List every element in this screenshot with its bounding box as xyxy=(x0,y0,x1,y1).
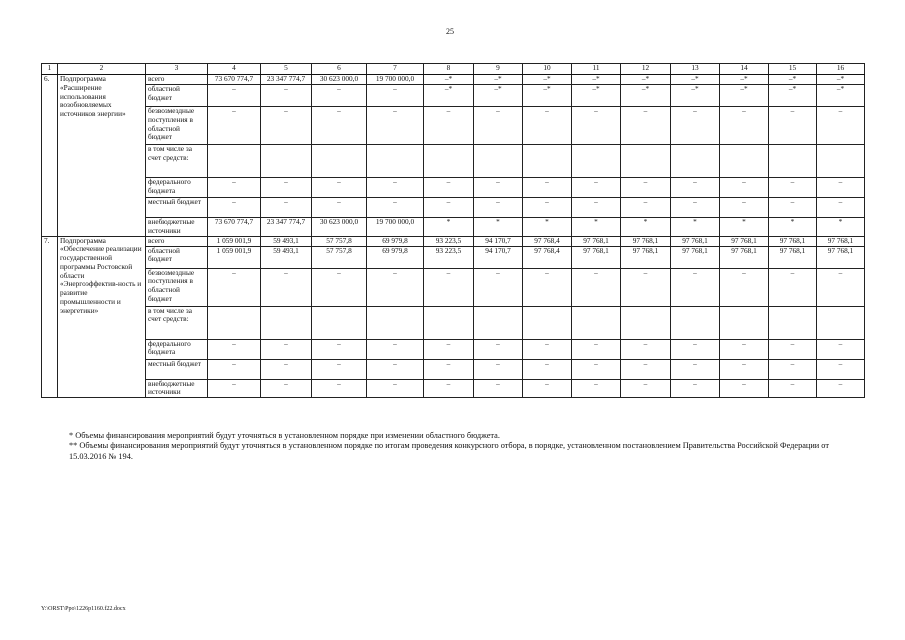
column-number-cell: 16 xyxy=(817,64,865,75)
amount-cell: 30 623 000,0 xyxy=(312,75,367,85)
amount-cell xyxy=(367,306,424,339)
amount-cell: – xyxy=(621,379,671,398)
funding-source-label: внебюджетные источники xyxy=(146,218,208,237)
amount-cell xyxy=(671,145,720,178)
table-row xyxy=(42,339,865,359)
amount-cell: – xyxy=(424,359,474,379)
amount-cell: – xyxy=(572,107,621,145)
amount-cell: – xyxy=(769,359,817,379)
amount-cell: – xyxy=(424,107,474,145)
amount-cell: * xyxy=(523,218,572,237)
amount-cell: –* xyxy=(474,75,523,85)
amount-cell: – xyxy=(261,107,312,145)
amount-cell: 1 059 001,9 xyxy=(208,236,261,246)
amount-cell: – xyxy=(424,379,474,398)
page-number: 25 xyxy=(446,27,454,36)
column-number-cell: 1 xyxy=(42,64,58,75)
column-number-cell: 2 xyxy=(58,64,146,75)
amount-cell: – xyxy=(572,178,621,198)
amount-cell: 57 757,8 xyxy=(312,246,367,268)
amount-cell: 57 757,8 xyxy=(312,236,367,246)
amount-cell xyxy=(523,306,572,339)
table-row xyxy=(42,268,865,306)
table-row xyxy=(42,359,865,379)
funding-source-label: местный бюджет xyxy=(146,359,208,379)
amount-cell: – xyxy=(621,107,671,145)
amount-cell: – xyxy=(312,379,367,398)
section-index: 6. xyxy=(42,75,58,237)
amount-cell: – xyxy=(261,359,312,379)
amount-cell: 97 768,1 xyxy=(621,236,671,246)
amount-cell: – xyxy=(671,339,720,359)
table-row xyxy=(42,306,865,339)
amount-cell xyxy=(572,306,621,339)
amount-cell: 94 170,7 xyxy=(474,236,523,246)
column-number-cell: 3 xyxy=(146,64,208,75)
amount-cell: 23 347 774,7 xyxy=(261,218,312,237)
amount-cell: – xyxy=(720,198,769,218)
amount-cell: –* xyxy=(720,85,769,107)
column-number-cell: 8 xyxy=(424,64,474,75)
amount-cell xyxy=(474,145,523,178)
amount-cell xyxy=(671,306,720,339)
table-row xyxy=(42,107,865,145)
amount-cell: * xyxy=(621,218,671,237)
amount-cell: – xyxy=(572,198,621,218)
amount-cell: – xyxy=(523,339,572,359)
amount-cell: – xyxy=(208,107,261,145)
amount-cell: – xyxy=(572,268,621,306)
amount-cell: – xyxy=(261,85,312,107)
amount-cell: – xyxy=(261,379,312,398)
amount-cell: – xyxy=(621,268,671,306)
amount-cell: – xyxy=(474,178,523,198)
amount-cell: –* xyxy=(572,85,621,107)
amount-cell: – xyxy=(424,198,474,218)
amount-cell: – xyxy=(312,359,367,379)
column-number-cell: 7 xyxy=(367,64,424,75)
column-number-cell: 9 xyxy=(474,64,523,75)
amount-cell: – xyxy=(208,198,261,218)
amount-cell: – xyxy=(208,379,261,398)
table-row xyxy=(42,218,865,237)
amount-cell: –* xyxy=(817,75,865,85)
table-row xyxy=(42,379,865,398)
amount-cell: – xyxy=(769,379,817,398)
amount-cell: – xyxy=(474,107,523,145)
column-number-row xyxy=(42,64,865,75)
amount-cell: – xyxy=(367,339,424,359)
table-row xyxy=(42,178,865,198)
amount-cell: – xyxy=(523,178,572,198)
document-file-path: Y:\ORST\Ppo\1226p1160.f22.docx xyxy=(41,606,126,612)
amount-cell: – xyxy=(817,178,865,198)
amount-cell: – xyxy=(523,198,572,218)
column-number-cell: 14 xyxy=(720,64,769,75)
funding-source-label: в том числе за счет средств: xyxy=(146,145,208,178)
amount-cell: – xyxy=(769,107,817,145)
column-number-cell: 5 xyxy=(261,64,312,75)
amount-cell: 1 059 001,9 xyxy=(208,246,261,268)
amount-cell: – xyxy=(523,107,572,145)
amount-cell: 94 170,7 xyxy=(474,246,523,268)
amount-cell: – xyxy=(312,178,367,198)
amount-cell: – xyxy=(720,339,769,359)
amount-cell: 97 768,1 xyxy=(720,246,769,268)
amount-cell: – xyxy=(671,178,720,198)
column-number-cell: 6 xyxy=(312,64,367,75)
amount-cell: – xyxy=(208,85,261,107)
amount-cell: – xyxy=(312,85,367,107)
amount-cell: – xyxy=(720,107,769,145)
funding-source-label: безвозмездные поступления в областной бюджет xyxy=(146,107,208,145)
amount-cell: – xyxy=(621,359,671,379)
amount-cell xyxy=(621,306,671,339)
amount-cell: – xyxy=(261,198,312,218)
amount-cell: 93 223,5 xyxy=(424,236,474,246)
table-row xyxy=(42,236,865,246)
amount-cell: –* xyxy=(769,85,817,107)
amount-cell: 97 768,1 xyxy=(572,246,621,268)
amount-cell: –* xyxy=(523,75,572,85)
amount-cell: – xyxy=(424,268,474,306)
amount-cell: – xyxy=(720,268,769,306)
amount-cell: – xyxy=(720,379,769,398)
amount-cell: 97 768,1 xyxy=(769,236,817,246)
amount-cell: – xyxy=(367,198,424,218)
amount-cell: 97 768,4 xyxy=(523,236,572,246)
amount-cell xyxy=(424,306,474,339)
amount-cell xyxy=(474,306,523,339)
amount-cell: – xyxy=(208,178,261,198)
amount-cell: – xyxy=(671,359,720,379)
amount-cell: 59 493,1 xyxy=(261,236,312,246)
amount-cell xyxy=(621,145,671,178)
column-number-cell: 13 xyxy=(671,64,720,75)
amount-cell xyxy=(769,306,817,339)
amount-cell: – xyxy=(367,178,424,198)
amount-cell: – xyxy=(367,107,424,145)
amount-cell: – xyxy=(817,107,865,145)
amount-cell: – xyxy=(474,198,523,218)
funding-source-label: внебюджетные источники xyxy=(146,379,208,398)
amount-cell: – xyxy=(769,198,817,218)
amount-cell: – xyxy=(474,359,523,379)
amount-cell xyxy=(817,306,865,339)
amount-cell: –* xyxy=(621,85,671,107)
amount-cell: 73 670 774,7 xyxy=(208,75,261,85)
amount-cell xyxy=(367,145,424,178)
amount-cell: –* xyxy=(424,75,474,85)
amount-cell xyxy=(720,145,769,178)
amount-cell: – xyxy=(572,379,621,398)
table-row xyxy=(42,75,865,85)
amount-cell: – xyxy=(208,339,261,359)
amount-cell: 97 768,1 xyxy=(671,236,720,246)
amount-cell xyxy=(424,145,474,178)
amount-cell: 93 223,5 xyxy=(424,246,474,268)
amount-cell: –* xyxy=(769,75,817,85)
funding-source-label: федерального бюджета xyxy=(146,339,208,359)
amount-cell: 19 700 000,0 xyxy=(367,75,424,85)
amount-cell: * xyxy=(720,218,769,237)
funding-source-label: областной бюджет xyxy=(146,246,208,268)
amount-cell: – xyxy=(312,107,367,145)
subprogram-name: Подпрограмма «Обеспечение реализации государственной программы Ростовской области «Энергоэффектив-ность и развитие промышленности и энергетики» xyxy=(58,236,146,398)
footnotes xyxy=(41,431,864,462)
amount-cell: – xyxy=(817,339,865,359)
amount-cell: – xyxy=(671,379,720,398)
amount-cell: – xyxy=(208,268,261,306)
amount-cell: – xyxy=(424,178,474,198)
amount-cell: – xyxy=(474,379,523,398)
amount-cell: – xyxy=(671,198,720,218)
amount-cell xyxy=(312,145,367,178)
amount-cell xyxy=(769,145,817,178)
amount-cell xyxy=(720,306,769,339)
amount-cell: – xyxy=(523,359,572,379)
amount-cell: * xyxy=(817,218,865,237)
amount-cell: – xyxy=(208,359,261,379)
table-row xyxy=(42,85,865,107)
amount-cell: –* xyxy=(621,75,671,85)
amount-cell: 97 768,1 xyxy=(720,236,769,246)
amount-cell: – xyxy=(474,268,523,306)
funding-source-label: федерального бюджета xyxy=(146,178,208,198)
column-number-cell: 4 xyxy=(208,64,261,75)
amount-cell: 69 979,8 xyxy=(367,246,424,268)
amount-cell: – xyxy=(769,268,817,306)
amount-cell: * xyxy=(671,218,720,237)
amount-cell: – xyxy=(720,359,769,379)
amount-cell: – xyxy=(572,339,621,359)
amount-cell: – xyxy=(621,178,671,198)
amount-cell: –* xyxy=(424,85,474,107)
amount-cell: 97 768,1 xyxy=(769,246,817,268)
amount-cell: – xyxy=(817,359,865,379)
amount-cell: – xyxy=(523,379,572,398)
amount-cell: – xyxy=(367,359,424,379)
amount-cell: – xyxy=(769,178,817,198)
amount-cell xyxy=(261,306,312,339)
amount-cell: 73 670 774,7 xyxy=(208,218,261,237)
amount-cell xyxy=(208,306,261,339)
amount-cell: 19 700 000,0 xyxy=(367,218,424,237)
amount-cell: 97 768,4 xyxy=(523,246,572,268)
amount-cell: 97 768,1 xyxy=(572,236,621,246)
amount-cell: – xyxy=(769,339,817,359)
amount-cell: – xyxy=(424,339,474,359)
amount-cell xyxy=(261,145,312,178)
financing-table xyxy=(41,63,865,398)
amount-cell: – xyxy=(671,268,720,306)
footnote-1: * Объемы финансирования мероприятий будут уточняться в установленном порядке при изменении областного бюджета. xyxy=(69,431,500,440)
amount-cell: 69 979,8 xyxy=(367,236,424,246)
amount-cell: – xyxy=(572,359,621,379)
amount-cell xyxy=(523,145,572,178)
funding-source-label: всего xyxy=(146,75,208,85)
amount-cell: –* xyxy=(474,85,523,107)
amount-cell: – xyxy=(367,268,424,306)
funding-source-label: в том числе за счет средств: xyxy=(146,306,208,339)
amount-cell: 97 768,1 xyxy=(817,236,865,246)
column-number-cell: 15 xyxy=(769,64,817,75)
amount-cell: – xyxy=(817,268,865,306)
amount-cell: –* xyxy=(720,75,769,85)
amount-cell: 23 347 774,7 xyxy=(261,75,312,85)
amount-cell: – xyxy=(671,107,720,145)
amount-cell: – xyxy=(261,178,312,198)
amount-cell: * xyxy=(424,218,474,237)
amount-cell: –* xyxy=(572,75,621,85)
table-body xyxy=(42,64,865,398)
section-index: 7. xyxy=(42,236,58,398)
amount-cell: – xyxy=(621,339,671,359)
amount-cell: – xyxy=(720,178,769,198)
amount-cell: – xyxy=(817,379,865,398)
amount-cell: * xyxy=(769,218,817,237)
amount-cell: 97 768,1 xyxy=(621,246,671,268)
funding-source-label: местный бюджет xyxy=(146,198,208,218)
footnote-2: ** Объемы финансирования мероприятий будут уточняться в установленном порядке по итогам проведения конкурсного отбора, в порядке, установленном постановлением Правительства Российской Федерации от 15.03.2016 № 194. xyxy=(69,441,829,461)
amount-cell: 97 768,1 xyxy=(817,246,865,268)
amount-cell: 59 493,1 xyxy=(261,246,312,268)
column-number-cell: 11 xyxy=(572,64,621,75)
column-number-cell: 12 xyxy=(621,64,671,75)
amount-cell: – xyxy=(817,198,865,218)
funding-source-label: безвозмездные поступления в областной бюджет xyxy=(146,268,208,306)
amount-cell: – xyxy=(312,339,367,359)
amount-cell: – xyxy=(312,268,367,306)
amount-cell xyxy=(572,145,621,178)
amount-cell xyxy=(817,145,865,178)
subprogram-name: Подпрограмма «Расширение использования возобновляемых источников энергии» xyxy=(58,75,146,237)
amount-cell: – xyxy=(261,339,312,359)
table-row xyxy=(42,246,865,268)
amount-cell: 30 623 000,0 xyxy=(312,218,367,237)
amount-cell xyxy=(208,145,261,178)
amount-cell: 97 768,1 xyxy=(671,246,720,268)
amount-cell: –* xyxy=(817,85,865,107)
amount-cell: – xyxy=(523,268,572,306)
amount-cell: – xyxy=(367,85,424,107)
amount-cell: – xyxy=(312,198,367,218)
table-row xyxy=(42,145,865,178)
table-row xyxy=(42,198,865,218)
column-number-cell: 10 xyxy=(523,64,572,75)
amount-cell: – xyxy=(621,198,671,218)
amount-cell: * xyxy=(474,218,523,237)
amount-cell: – xyxy=(474,339,523,359)
amount-cell: * xyxy=(572,218,621,237)
funding-source-label: областной бюджет xyxy=(146,85,208,107)
amount-cell: –* xyxy=(671,75,720,85)
amount-cell: – xyxy=(261,268,312,306)
amount-cell: –* xyxy=(523,85,572,107)
amount-cell xyxy=(312,306,367,339)
amount-cell: –* xyxy=(671,85,720,107)
amount-cell: – xyxy=(367,379,424,398)
funding-source-label: всего xyxy=(146,236,208,246)
